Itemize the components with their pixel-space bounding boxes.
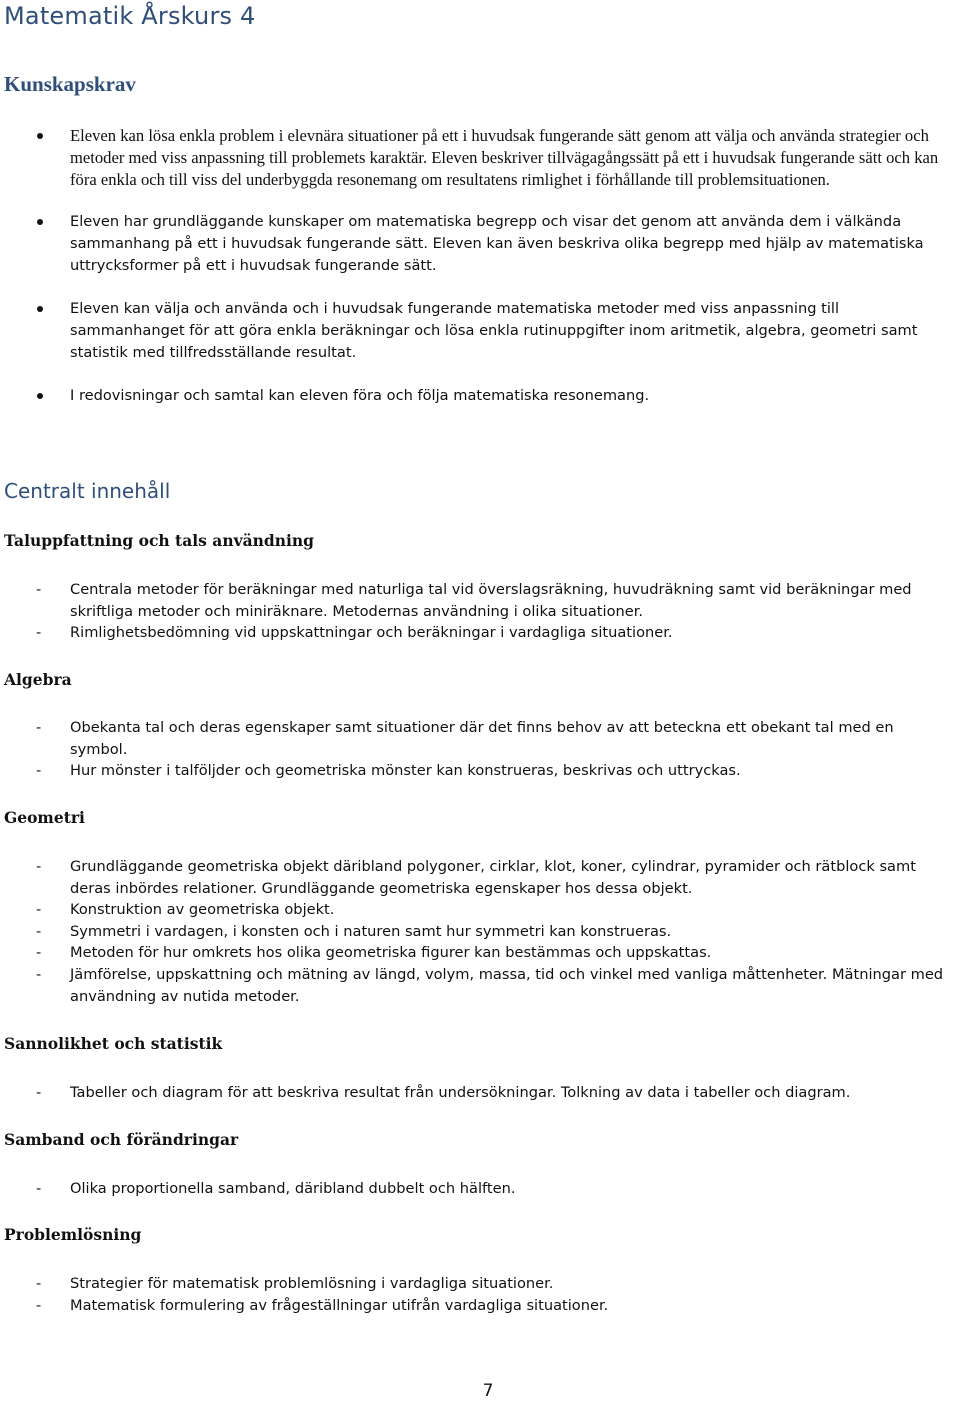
list-item	[0, 1082, 960, 1104]
list-item	[0, 760, 960, 782]
section-list	[0, 1273, 960, 1316]
list-item	[0, 899, 960, 921]
bullet-icon	[37, 219, 43, 225]
list-item-text: Rimlighetsbedömning vid uppskattningar och beräkningar i vardagliga situationer.	[70, 624, 673, 642]
list-item-text: Konstruktion av geometriska objekt.	[70, 901, 335, 919]
list-item	[0, 717, 960, 760]
dash-icon: -	[36, 719, 42, 736]
document-title: Matematik Årskurs 4	[4, 2, 256, 30]
section-heading: Geometri	[4, 808, 85, 827]
list-item	[0, 1273, 960, 1295]
section-heading: Samband och förändringar	[4, 1130, 239, 1149]
list-item	[0, 579, 960, 622]
list-item	[0, 125, 960, 191]
bullet-icon	[37, 306, 43, 312]
page-number: 7	[482, 1381, 494, 1401]
dash-icon: -	[36, 581, 42, 598]
list-item-text: Tabeller och diagram för att beskriva resultat från undersökningar. Tolkning av data i tabeller och diagram.	[70, 1084, 851, 1101]
bullet-icon	[37, 393, 43, 399]
dash-icon: -	[36, 1275, 42, 1292]
list-item-text: Grundläggande geometriska objekt däribland polygoner, cirklar, klot, koner, cylindrar, pyramider och rätblock samt deras inbördes relationer. Grundläggande geometriska egenskaper hos dessa objekt.	[70, 858, 916, 897]
list-item	[0, 856, 960, 899]
list-item-text: Jämförelse, uppskattning och mätning av längd, volym, massa, tid och vinkel med vanliga måttenheter. Mätningar med användning av nutida metoder.	[70, 965, 944, 1005]
section-list	[0, 856, 960, 1007]
list-item-text: Eleven kan lösa enkla problem i elevnära situationer på ett i huvudsak fungerande sätt genom att välja och använda strategier och metoder med viss anpassning till problemets karaktär. Eleven beskriver tillvägagångssätt på ett i huvudsak fungerande sätt och kan föra enkla och till viss del underbyggda resonemang om resultatens rimlighet i förhållande till problemsituationen.	[70, 126, 939, 189]
section-list	[0, 1082, 960, 1104]
section-list	[0, 1178, 960, 1200]
dash-icon: -	[36, 901, 42, 919]
list-item	[0, 298, 960, 364]
list-item-text: Matematisk formulering av frågeställningar utifrån vardagliga situationer.	[70, 1296, 609, 1314]
section-heading: Sannolikhet och statistik	[4, 1034, 223, 1053]
list-item-text: Metoden för hur omkrets hos olika geometriska figurer kan bestämmas och uppskattas.	[70, 944, 712, 962]
section-heading: Problemlösning	[4, 1225, 142, 1244]
dash-icon: -	[36, 944, 42, 962]
section-heading: Algebra	[4, 670, 72, 689]
bullet-icon	[37, 133, 43, 139]
list-item	[0, 1295, 960, 1317]
list-item-text: Olika proportionella samband, däribland dubbelt och hälften.	[70, 1180, 516, 1197]
dash-icon: -	[36, 1180, 42, 1197]
list-item-text: Centrala metoder för beräkningar med naturliga tal vid överslagsräkning, huvudräkning samt vid beräkningar med skriftliga metoder och miniräknare. Metodernas användning i olika situationer.	[70, 581, 912, 620]
list-item-text: Eleven kan välja och använda och i huvudsak fungerande matematiska metoder med viss anpassning till sammanhanget för att göra enkla beräkningar och lösa enkla rutinuppgifter inom aritmetik, algebra, geometri samt statistik med tillfredsställande resultat.	[70, 300, 918, 361]
list-item	[0, 622, 960, 644]
list-item	[0, 211, 960, 277]
list-item-text: Hur mönster i talföljder och geometriska mönster kan konstrueras, beskrivas och uttryckas.	[70, 762, 741, 780]
dash-icon: -	[36, 922, 42, 940]
list-item	[0, 1178, 960, 1200]
list-item-text: I redovisningar och samtal kan eleven föra och följa matematiska resonemang.	[70, 387, 650, 404]
list-item-text: Symmetri i vardagen, i konsten och i naturen samt hur symmetri kan konstrueras.	[70, 922, 672, 940]
dash-icon: -	[36, 858, 42, 875]
section-list	[0, 579, 960, 644]
list-item-text: Eleven har grundläggande kunskaper om matematiska begrepp och visar det genom att använda dem i välkända sammanhang på ett i huvudsak fungerande sätt. Eleven kan även beskriva olika begrepp med hjälp av matematiska uttrycksformer på ett i huvudsak fungerande sätt.	[70, 213, 924, 274]
list-item-text: Strategier för matematisk problemlösning i vardagliga situationer.	[70, 1275, 554, 1292]
section-heading: Taluppfattning och tals användning	[4, 531, 315, 550]
list-item	[0, 964, 960, 1007]
list-item	[0, 385, 960, 407]
section-list	[0, 717, 960, 782]
dash-icon: -	[36, 624, 42, 642]
dash-icon: -	[36, 762, 42, 780]
list-item-text: Obekanta tal och deras egenskaper samt situationer där det finns behov av att beteckna ett obekant tal med en symbol.	[70, 719, 894, 758]
list-item	[0, 942, 960, 964]
kunskapskrav-heading: Kunskapskrav	[4, 72, 136, 96]
dash-icon: -	[36, 1296, 42, 1314]
kunskapskrav-list	[0, 125, 960, 428]
list-item	[0, 921, 960, 943]
centralt-innehall-heading: Centralt innehåll	[4, 479, 171, 503]
dash-icon: -	[36, 1084, 42, 1101]
dash-icon: -	[36, 965, 42, 983]
